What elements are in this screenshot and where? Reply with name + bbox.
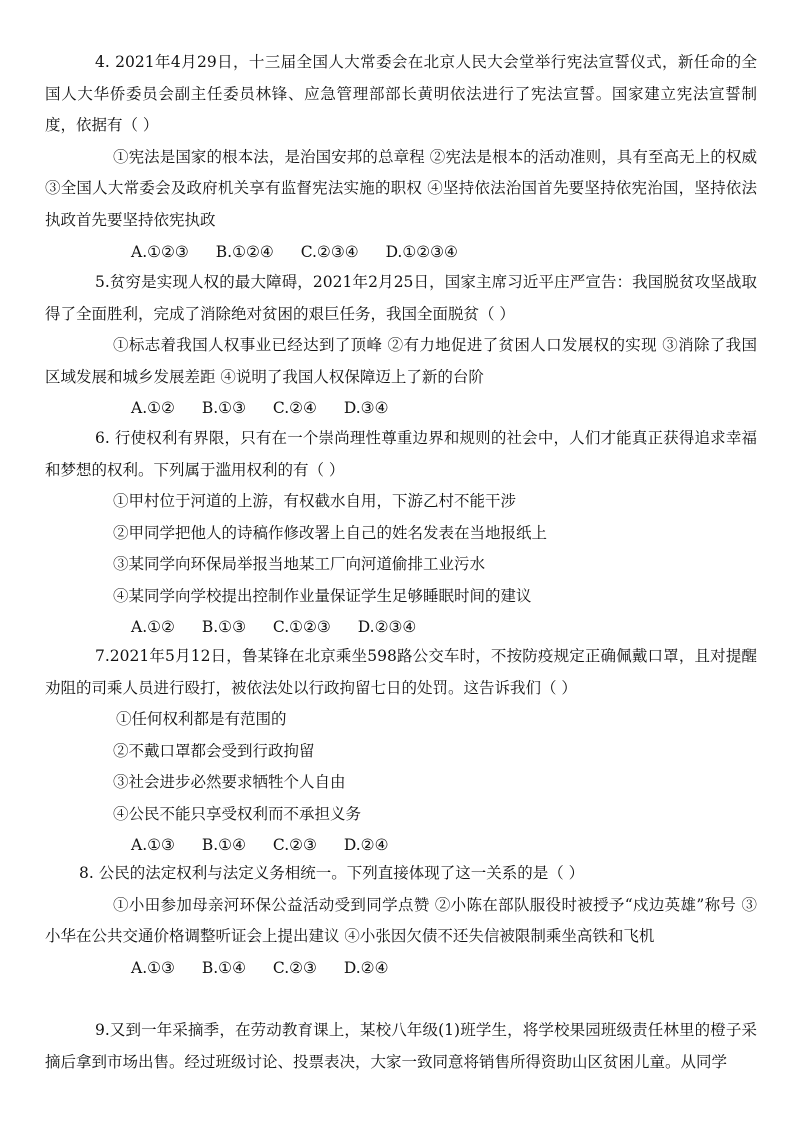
choice-a[interactable]: A.①③ [131, 836, 175, 854]
choice-c[interactable]: C.②③ [272, 958, 317, 977]
choice-d[interactable]: D.②④ [343, 836, 389, 854]
option-3: ③社会进步必然要求牺牲个人自由 [113, 773, 346, 791]
question-stem: 7.2021年5月12日，鲁某锋在北京乘坐598路公交车时，不按防疫规定正确佩戴口罩，且对提醒劝阻的司乘人员进行殴打，被依法处以行政拘留七日的处罚。这告诉我们（ ） [45, 647, 757, 697]
question-9 [45, 1015, 757, 1078]
answer-choices [45, 237, 757, 269]
option-statements: ①标志着我国人权事业已经达到了顶峰 ②有力地促进了贫困人口发展权的实现 ③消除了我国区域发展和城乡发展差距 ④说明了我国人权保障迈上了新的台阶 [45, 336, 757, 386]
option-4: ④某同学向学校提出控制作业量保证学生足够睡眠时间的建议 [113, 586, 532, 605]
answer-choices [45, 612, 757, 644]
choice-c[interactable]: C.①②③ [272, 618, 331, 636]
option-statements: ①小田参加母亲河环保公益活动受到同学点赞 ②小陈在部队服役时被授予“戍边英雄”称号 ③小华在公共交通价格调整听证会上提出建议 ④小张因欠债不还失信被限制乘坐高铁和飞机 [45, 895, 757, 945]
option-1: ①任何权利都是有范围的 [116, 710, 287, 728]
choice-d[interactable]: D.③④ [343, 399, 389, 417]
question-4 [45, 47, 757, 269]
question-stem: 9.又到一年采摘季，在劳动教育课上，某校八年级(1)班学生，将学校果园班级责任林里的橙子采摘后拿到市场出售。经过班级讨论、投票表决，大家一致同意将销售所得资助山区贫困儿童。从同学 [45, 1021, 757, 1071]
question-8 [45, 858, 757, 984]
question-stem: 4. 2021年4月29日，十三届全国人大常委会在北京人民大会堂举行宪法宣誓仪式，新任命的全国人大华侨委员会副主任委员林锋、应急管理部部长黄明依法进行了宪法宣誓。国家建立宪法宣誓制度，依据有（ ） [45, 53, 757, 134]
option-statements: ①宪法是国家的根本法，是治国安邦的总章程 ②宪法是根本的活动准则，具有至高无上的权威 ③全国人大常委会及政府机关享有监督宪法实施的职权 ④坚持依法治国首先要坚持依宪治国，坚持依法执政首先要坚持依宪执政 [45, 147, 757, 229]
choice-a[interactable]: A.①② [131, 618, 175, 636]
choice-d[interactable]: D.①②③④ [385, 243, 458, 261]
question-5 [45, 267, 757, 425]
choice-c[interactable]: C.②④ [272, 399, 317, 417]
choice-b[interactable]: B.①③ [201, 399, 246, 417]
question-7 [45, 641, 757, 862]
question-stem: 6. 行使权利有界限，只有在一个崇尚理性尊重边界和规则的社会中，人们才能真正获得追求幸福和梦想的权利。下列属于滥用权利的有（ ） [45, 429, 757, 479]
option-2: ②不戴口罩都会受到行政拘留 [113, 741, 315, 760]
choice-c[interactable]: C.②③④ [300, 243, 359, 261]
answer-choices [45, 830, 757, 862]
option-3: ③某同学向环保局举报当地某工厂向河道偷排工业污水 [113, 555, 486, 573]
choice-b[interactable]: B.①②④ [215, 243, 274, 261]
option-1: ①甲村位于河道的上游，有权截水自用，下游乙村不能干涉 [113, 492, 517, 510]
question-stem: 8. 公民的法定权利与法定义务相统一。下列直接体现了这一关系的是（ ） [79, 864, 585, 882]
choice-a[interactable]: A.①② [131, 399, 175, 417]
question-stem: 5.贫穷是实现人权的最大障碍，2021年2月25日，国家主席习近平庄严宣告：我国脱贫攻坚战取得了全面胜利，完成了消除绝对贫困的艰巨任务，我国全面脱贫（ ） [45, 273, 757, 323]
choice-d[interactable]: D.②④ [343, 958, 389, 977]
choice-a[interactable]: A.①②③ [131, 243, 189, 261]
answer-choices [45, 393, 757, 425]
choice-b[interactable]: B.①④ [201, 836, 246, 854]
choice-b[interactable]: B.①④ [201, 958, 246, 977]
answer-choices [45, 953, 757, 985]
question-6 [45, 423, 757, 644]
choice-a[interactable]: A.①③ [131, 958, 175, 977]
option-4: ④公民不能只享受权利而不承担义务 [113, 804, 362, 823]
choice-b[interactable]: B.①③ [201, 618, 246, 636]
choice-d[interactable]: D.②③④ [357, 618, 417, 636]
choice-c[interactable]: C.②③ [272, 836, 317, 854]
option-2: ②甲同学把他人的诗稿作修改署上自己的姓名发表在当地报纸上 [113, 523, 548, 542]
